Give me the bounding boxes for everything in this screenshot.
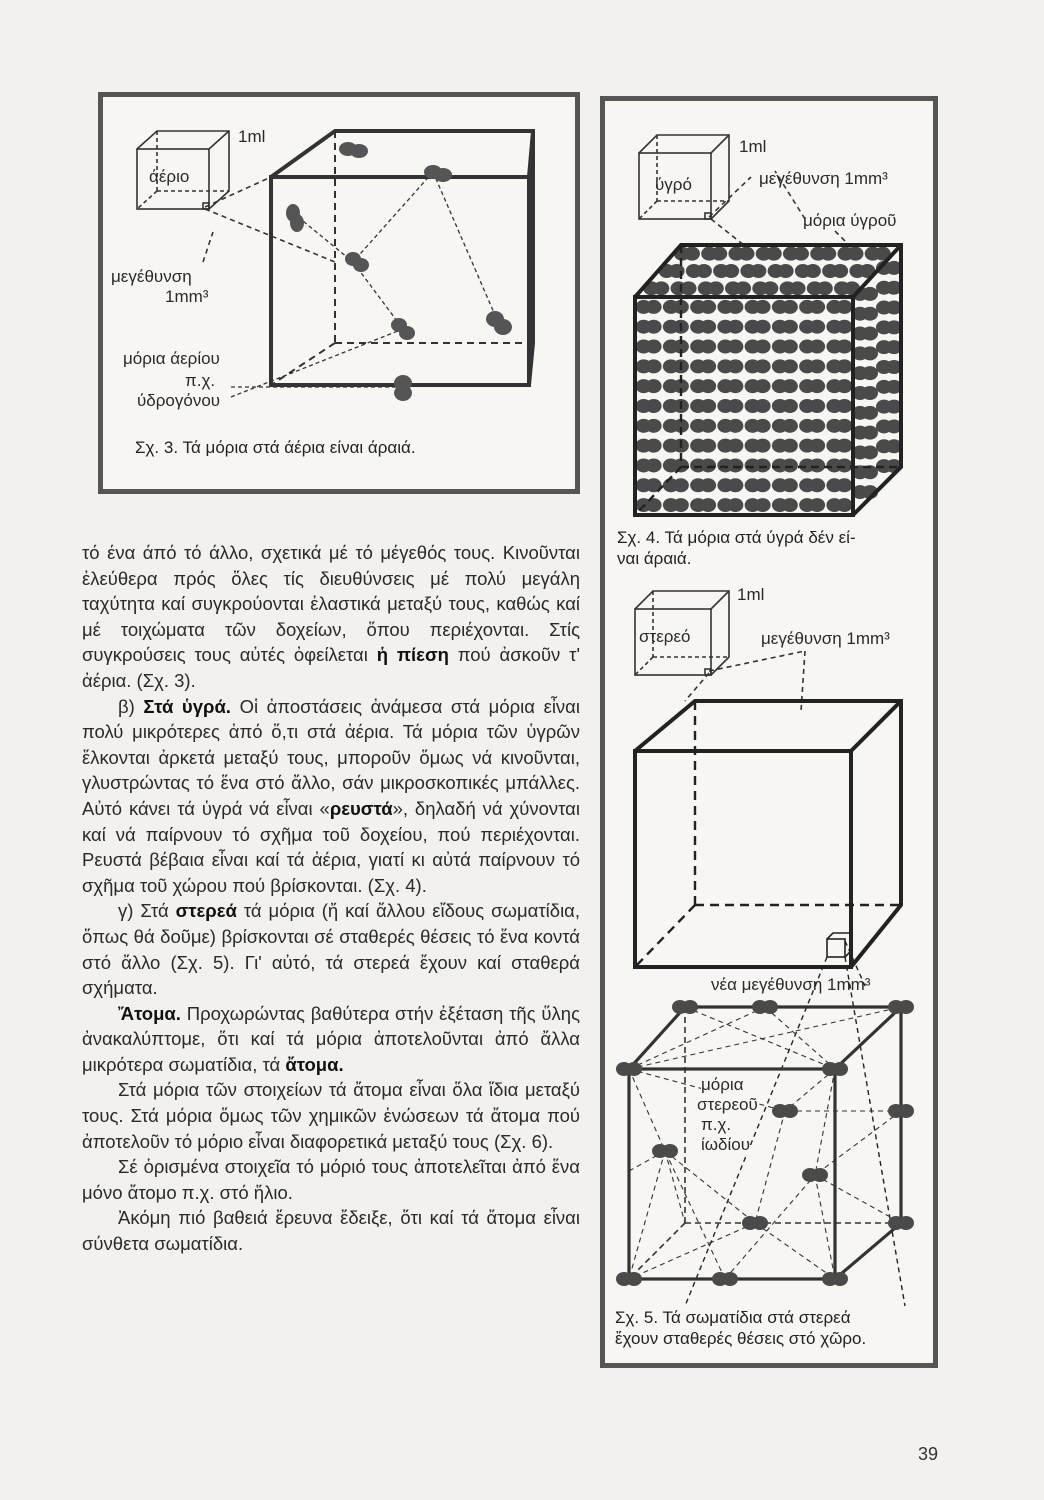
liquid-molecule (663, 399, 689, 413)
liquid-molecule (768, 264, 794, 278)
liquid-molecules-label: μόρια ύγροῦ (803, 211, 897, 230)
liquid-molecule (713, 264, 739, 278)
liquid-molecule (876, 340, 902, 354)
pressure-term: ἡ πίεση (376, 644, 449, 666)
liquid-molecule (799, 340, 825, 354)
figure-4-caption-line-1: Σχ. 4. Τά μόρια στά ύγρά δέν εί- (617, 528, 856, 547)
liquid-molecule (745, 379, 771, 393)
liquid-molecule (636, 439, 662, 453)
liquid-molecule (822, 264, 848, 278)
liquid-molecule (745, 359, 771, 373)
gas-molecules-label: μόρια άερίου (123, 349, 220, 368)
figure-4-caption-line-2: ναι άραιά. (617, 549, 692, 568)
liquid-molecule (799, 458, 825, 472)
liquid-molecule (717, 498, 743, 512)
liquid-molecule (636, 399, 662, 413)
liquid-molecule (636, 300, 662, 314)
paragraph-liquids (82, 694, 580, 899)
liquid-molecule (701, 247, 727, 261)
liquid-molecule (671, 281, 697, 295)
body-text-column (82, 540, 580, 1257)
liquid-molecule (810, 247, 836, 261)
liquid-molecule (852, 346, 878, 360)
liquid-molecule (772, 359, 798, 373)
solid-label: στερεό (639, 627, 691, 646)
liquid-molecule (690, 340, 716, 354)
iodine-label: ίωδίου (701, 1135, 751, 1154)
liquid-volume-label: 1ml (739, 137, 767, 156)
figure-5-caption-line-1: Σχ. 5. Τά σωματίδια στά στερεά (615, 1308, 851, 1327)
liquid-molecule (756, 247, 782, 261)
liquid-molecule (663, 419, 689, 433)
liquid-molecule (745, 399, 771, 413)
liquid-molecule (876, 360, 902, 374)
paragraph-gases (82, 540, 580, 694)
liquid-molecule (772, 300, 798, 314)
liquid-molecule (852, 406, 878, 420)
liquid-molecule (799, 379, 825, 393)
paragraph-gases-text-end: πού ἀσκοῦν τ' ἀέρια. (Σχ. 3). (82, 644, 580, 691)
gas-magnification-size: 1mm³ (165, 287, 209, 306)
liquid-molecule (852, 426, 878, 440)
liquid-molecule (876, 301, 902, 315)
liquid-molecule (772, 439, 798, 453)
liquid-molecule (852, 327, 878, 341)
paragraph-composite: Ἀκόμη πιό βαθειά ἔρευνα ἔδειξε, ὅτι καί τά ἄτομα εἶναι σύνθετα σωματίδια. (82, 1207, 580, 1255)
liquid-cube (635, 245, 902, 515)
paragraph-atoms-text: Προχωρώντας βαθύτερα στήν ἐξέταση τῆς ὕλης ἀνακαλύπτομε, ὅτι καί τά μόρια ἀποτελοῦνται ἀπό ἄλλα μικρότερα σωματίδια, τά (82, 1002, 580, 1075)
liquid-molecule (717, 359, 743, 373)
liquid-molecule (690, 439, 716, 453)
liquid-molecule (690, 300, 716, 314)
liquid-molecule (690, 458, 716, 472)
fluid-term: ρευστά (329, 797, 393, 819)
liquid-molecule (690, 320, 716, 334)
liquid-molecule (807, 281, 833, 295)
liquid-molecule (852, 445, 878, 459)
liquid-molecule (745, 340, 771, 354)
figure-5-caption-line-2: ἔχουν σταθερές θέσεις στό χῶρο. (615, 1329, 867, 1348)
liquid-molecule (663, 498, 689, 512)
liquid-molecule (826, 399, 852, 413)
paragraph-gases-text: τό ένα άπό τό άλλο, σχετικά μέ τό μέγεθός τους. Κινοῦνται ἐλεύθερα πρός ὅλες τίς διευθύνσεις μέ πολύ μεγάλη ταχύτητα καί συγκρούονται ἐλαστικά μεταξύ τους, καθώς καί μέ τοιχώματα τῶν δοχείων, ὅπου περιέχονται. Στίς συγκρούσεις τους αὐτές ὀφείλεται (82, 542, 580, 666)
paragraph-liquids-text-end: », δηλαδή νά χύνονται καί νά παίρνουν τό σχῆμα τοῦ δοχείου, πού περιέχονται. Ρευστά βέβαια εἶναι καί τά ἀέρια, γιατί κι αὐτά παίρνουν τό σχῆμα τοῦ χώρου πού βρίσκονται. (Σχ. 4). (82, 797, 580, 896)
liquid-molecule (876, 419, 902, 433)
liquid-molecule (745, 498, 771, 512)
liquid-molecule (717, 320, 743, 334)
liquid-molecule (690, 419, 716, 433)
liquid-molecule (876, 320, 902, 334)
liquid-molecule (717, 478, 743, 492)
liquid-molecule (636, 458, 662, 472)
liquid-molecule (745, 458, 771, 472)
liquid-molecule (837, 247, 863, 261)
liquid-molecule (795, 264, 821, 278)
solids-term: στερεά (175, 900, 237, 922)
paragraph-solids (82, 898, 580, 1000)
liquid-molecule (799, 300, 825, 314)
atoms-heading: Ἄτομα. (118, 1002, 181, 1024)
liquid-molecule (772, 458, 798, 472)
liquid-molecule (826, 359, 852, 373)
liquid-molecule (717, 340, 743, 354)
liquid-molecule (725, 281, 751, 295)
liquid-label: ύγρό (655, 175, 692, 194)
liquid-molecule (752, 281, 778, 295)
paragraph-elements: Στά μόρια τῶν στοιχείων τά ἄτομα εἶναι ὅλα ἴδια μεταξύ τους. Στά μόρια ὅμως τῶν χημικῶν ἑνώσεων τά ἄτομα πού ἀποτελοῦν τό μόριο εἶναι διαφορετικά μεταξύ τους (Σχ. 6). (82, 1079, 580, 1152)
paragraph-helium: Σέ ὁρισμένα στοιχεῖα τό μόριό τους ἀποτελεῖται ἀπό ἕνα μόνο ἄτομο π.χ. στό ἥλιο. (82, 1156, 580, 1203)
atoms-term: ἄτομα. (285, 1053, 344, 1075)
solid-molecules-label: μόρια (701, 1075, 744, 1094)
liquid-molecule (728, 247, 754, 261)
liquid-molecule (690, 379, 716, 393)
liquid-molecule (663, 320, 689, 334)
liquid-molecule (690, 399, 716, 413)
liquid-molecule (826, 379, 852, 393)
page-number: 39 (917, 1444, 938, 1464)
liquid-molecule (745, 300, 771, 314)
liquid-molecule (826, 300, 852, 314)
liquid-magnification-label: μεγέθυνση 1mm³ (759, 169, 888, 188)
liquid-molecule (799, 399, 825, 413)
liquid-molecule (663, 300, 689, 314)
liquid-molecule (717, 379, 743, 393)
liquid-molecule (717, 458, 743, 472)
solid-example-label: π.χ. (701, 1115, 732, 1134)
liquid-molecule (745, 419, 771, 433)
liquid-molecule (876, 281, 902, 295)
liquid-molecule (852, 307, 878, 321)
liquid-molecule (663, 340, 689, 354)
figure-4-5-liquid-solid (600, 96, 938, 1368)
liquid-molecule (799, 419, 825, 433)
liquid-molecule (852, 386, 878, 400)
paragraph-liquids-text: Οἱ ἀποστάσεις ἀνάμεσα στά μόρια εἶναι πολύ μικρότερες ἀπό ὅ,τι στά ἀέρια. Τά μόρια τῶν ὑγρῶν ἕλκονται ἀρκετά μεταξύ τους, μποροῦν ὅμως νά κινοῦνται, γλυστρώντας τό ἕνα στό ἄλλο, σάν μικροσκοπικές μπάλλες. Αὐτό κάνει τά ὑγρά νά εἶναι « (82, 695, 580, 819)
solid-new-magnification-label: νέα μεγέθυνση 1mm³ (711, 975, 871, 994)
liquid-molecule (826, 320, 852, 334)
liquid-molecule (717, 419, 743, 433)
liquid-molecule (783, 247, 809, 261)
liquid-molecule (663, 439, 689, 453)
liquid-molecule (636, 340, 662, 354)
figure-3-caption: Σχ. 3. Τά μόρια στά άέρια είναι άραιά. (135, 438, 416, 457)
liquid-molecule (772, 419, 798, 433)
solids-prefix: γ) Στά (118, 900, 176, 922)
liquid-molecule (636, 419, 662, 433)
liquid-molecule (799, 439, 825, 453)
liquid-molecule (799, 498, 825, 512)
liquid-molecule (772, 340, 798, 354)
liquid-molecule (663, 379, 689, 393)
figure-5-caption (615, 1307, 933, 1349)
liquid-molecule (826, 439, 852, 453)
liquid-molecule (740, 264, 766, 278)
liquid-solid-illustration (605, 101, 933, 1363)
liquid-molecule (698, 281, 724, 295)
liquid-molecule (636, 320, 662, 334)
paragraph-solids-text: τά μόρια (ἤ καί ἄλλου εἴδους σωματίδια, ὅπως θά δοῦμε) βρίσκονται σέ σταθερές θέσεις τό ἕνα κοντά στό ἄλλο (Σχ. 5). Γι' αὐτό, τά στερεά ἔχουν καί σταθερά σχήματα. (82, 900, 581, 999)
liquid-molecule (852, 366, 878, 380)
liquid-molecule (772, 478, 798, 492)
liquid-molecule (826, 478, 852, 492)
gas-volume-label: 1ml (238, 127, 266, 146)
solid-molecules-label-2: στερεοῦ (697, 1095, 758, 1114)
liquid-molecule (799, 320, 825, 334)
liquid-molecule (636, 359, 662, 373)
liquid-molecule (663, 458, 689, 472)
gas-magnification-label: μεγέθυνση (111, 267, 192, 286)
liquid-molecule (826, 419, 852, 433)
liquid-molecule (876, 439, 902, 453)
liquid-molecule (663, 359, 689, 373)
liquid-molecule (772, 379, 798, 393)
figure-3-gas-molecules (98, 92, 580, 494)
liquid-molecule (690, 478, 716, 492)
liquid-molecule (745, 478, 771, 492)
liquid-molecule (772, 498, 798, 512)
liquid-molecule (745, 439, 771, 453)
liquid-molecule (636, 379, 662, 393)
gas-example-label: π.χ. (185, 371, 216, 390)
liquid-molecule (876, 400, 902, 414)
solid-particles (616, 1000, 914, 1286)
liquid-molecule (690, 359, 716, 373)
liquid-molecule (717, 399, 743, 413)
liquid-molecule (799, 478, 825, 492)
liquid-molecule (772, 399, 798, 413)
liquid-molecule (772, 320, 798, 334)
liquid-molecule (686, 264, 712, 278)
hydrogen-label: ύδρογόνου (137, 391, 221, 410)
liquids-heading: Στά ὑγρά. (143, 695, 231, 717)
liquid-molecule (876, 380, 902, 394)
paragraph-atoms (82, 1001, 580, 1078)
figure-4-caption (617, 527, 929, 569)
liquid-molecule (745, 320, 771, 334)
liquid-molecule (780, 281, 806, 295)
liquid-molecule (717, 300, 743, 314)
gas-label: άέριο (149, 167, 190, 186)
liquids-prefix: β) (118, 695, 144, 717)
liquid-molecule (826, 340, 852, 354)
solid-volume-label: 1ml (737, 585, 765, 604)
solid-magnification-label: μεγέθυνση 1mm³ (761, 629, 890, 648)
liquid-molecule (826, 458, 852, 472)
liquid-molecule (690, 498, 716, 512)
liquid-molecule (717, 439, 743, 453)
liquid-molecule (799, 359, 825, 373)
liquid-molecule (826, 498, 852, 512)
